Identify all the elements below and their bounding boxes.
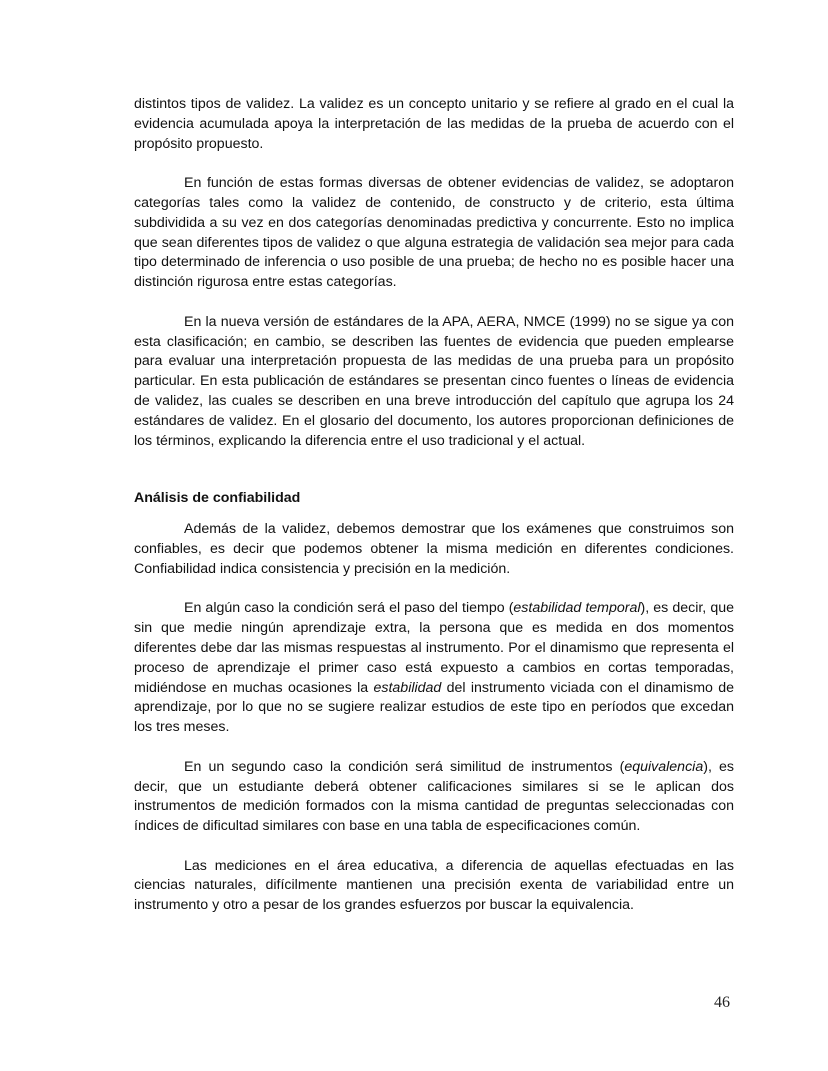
page-number: 46 (714, 994, 730, 1011)
paragraph-reliability-intro: Además de la validez, debemos demostrar que los exámenes que construimos son confiables, es decir que podemos obtener la misma medición en diferentes condiciones. Confiabilidad indica consistencia y precisión en la medición. (134, 521, 734, 577)
document-page (134, 95, 734, 936)
section-heading: Análisis de confiabilidad (134, 490, 301, 507)
emphasis-term: estabilidad (373, 679, 442, 696)
emphasis-term: estabilidad temporal (513, 600, 641, 617)
paragraph-educational-measurements: Las mediciones en el área educativa, a diferencia de aquellas efectuadas en las ciencias naturales, difícilmente mantienen una precisión exenta de variabilidad entre un instrumento y otro a pesar de los grandes esfuerzos por buscar la equivalencia. (134, 857, 734, 914)
text-span: ), es decir, que un estudiante deberá obtener calificaciones similares si se le aplican dos instrumentos de medición formados con la misma cantidad de preguntas seleccionadas con índices de dificultad similares con base en una tabla de especificaciones común. (134, 758, 734, 835)
paragraph-validity-intro: distintos tipos de validez. La validez es un concepto unitario y se refiere al grado en el cual la evidencia acumulada apoya la interpretación de las medidas de la prueba de acuerdo con el propósito propuesto. (134, 96, 734, 152)
text-span: ), es decir, que sin que medie ningún aprendizaje extra, la persona que es medida en dos momentos diferentes debe dar las mismas respuestas al instrumento. Por el dinamismo que representa el proceso de aprendizaje el primer caso está expuesto a cambios en cortas temporadas, midiéndose en muchas ocasiones la (134, 600, 734, 696)
emphasis-term: equivalencia (624, 758, 704, 775)
text-span: del instrumento viciada con el dinamismo de aprendizaje, por lo que no se sugiere realizar estudios de este tipo en períodos que excedan los tres meses. (134, 679, 734, 736)
paragraph-apa-standards: En la nueva versión de estándares de la APA, AERA, NMCE (1999) no se sigue ya con esta clasificación; en cambio, se describen las fuentes de evidencia que pueden emplearse para evaluar una interpretación propuesta de las medidas de una prueba para un propósito particular. En esta publicación de estándares se presentan cinco fuentes o líneas de evidencia de validez, las cuales se describen en una breve introducción del capítulo que agrupa los 24 estándares de validez. En el glosario del documento, los autores proporcionan definiciones de los términos, explicando la diferencia entre el uso tradicional y el actual. (134, 313, 734, 449)
text-span: En algún caso la condición será el paso del tiempo ( (184, 600, 514, 617)
paragraph-equivalence (134, 758, 734, 837)
paragraph-validity-categories: En función de estas formas diversas de obtener evidencias de validez, se adoptaron categorías tales como la validez de contenido, de constructo y de criterio, esta última subdividida a su vez en dos categorías denominadas predictiva y concurrente. Esto no implica que sean diferentes tipos de validez o que alguna estrategia de validación sea mejor para cada tipo determinado de inferencia o uso posible de una prueba; de hecho no es posible hacer una distinción rigurosa entre estas categorías. (134, 175, 734, 291)
paragraph-temporal-stability (134, 599, 734, 738)
text-span: En un segundo caso la condición será similitud de instrumentos ( (184, 758, 625, 775)
